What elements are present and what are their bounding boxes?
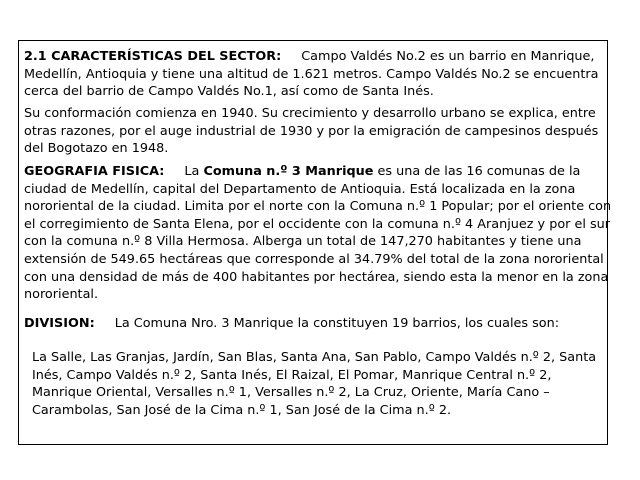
geografia-lead: La [184,164,200,179]
barrios-text: La Salle, Las Granjas, Jardín, San Blas, Santa Ana, San Pablo, Campo Valdés n.º 2, Santa Inés, Campo Valdés n.º 2, Santa Inés, El Raizal, El Pomar, Manrique Central n.º 2, Manrique Oriental, Versalles n.º 1, Versalles n.º 2, La Cruz, Oriente, María Cano – Carambolas, San José de la Cima n.º 1, San José de la Cima n.º 2. [32,350,597,418]
section-division [24,315,614,333]
section-heading-caracteristicas: 2.1 CARACTERÍSTICAS DEL SECTOR: [24,49,282,64]
section-caracteristicas [24,48,614,101]
section-heading-division: DIVISION: [24,316,95,331]
section-conformacion [24,105,614,158]
section-text-geografia: es una de las 16 comunas de la ciudad de Medellín, capital del Departamento de Antioquia. Está localizada en la zona nororiental de la ciudad. Limita por el norte con la Comuna n.º 1 Popular; por el oriente con el corregimiento de Santa Elena, por el occidente con la comuna n.º 4 Aranjuez y por el sur con la comuna n.º 8 Villa Hermosa. Alberga un total de 147,270 habitantes y tiene una extensión de 549.65 hectáreas que corresponde al 34.79% del total de la zona nororiental con una densidad de más de 400 habitantes por hectárea, siendo esta la menor en la zona nororiental. [24,164,612,303]
section-heading-geografia: GEOGRAFIA FISICA: [24,164,165,179]
barrios-list [32,349,614,419]
section-text-conformacion: Su conformación comienza en 1940. Su crecimiento y desarrollo urbano se explica, entre otras razones, por el auge industrial de 1930 y por la emigración de campesinos después del Bogotazo en 1948. [24,106,599,157]
section-geografia [24,163,614,304]
section-text-caracteristicas: Campo Valdés No.2 es un barrio en Manrique, Medellín, Antioquia y tiene una altitud de 1.621 metros. Campo Valdés No.2 se encuentra cerca del barrio de Campo Valdés No.1, así como de Santa Inés. [24,49,599,100]
section-text-division: La Comuna Nro. 3 Manrique la constituyen 19 barrios, los cuales son: [114,316,560,331]
geografia-comuna-name: Comuna n.º 3 Manrique [203,164,374,179]
